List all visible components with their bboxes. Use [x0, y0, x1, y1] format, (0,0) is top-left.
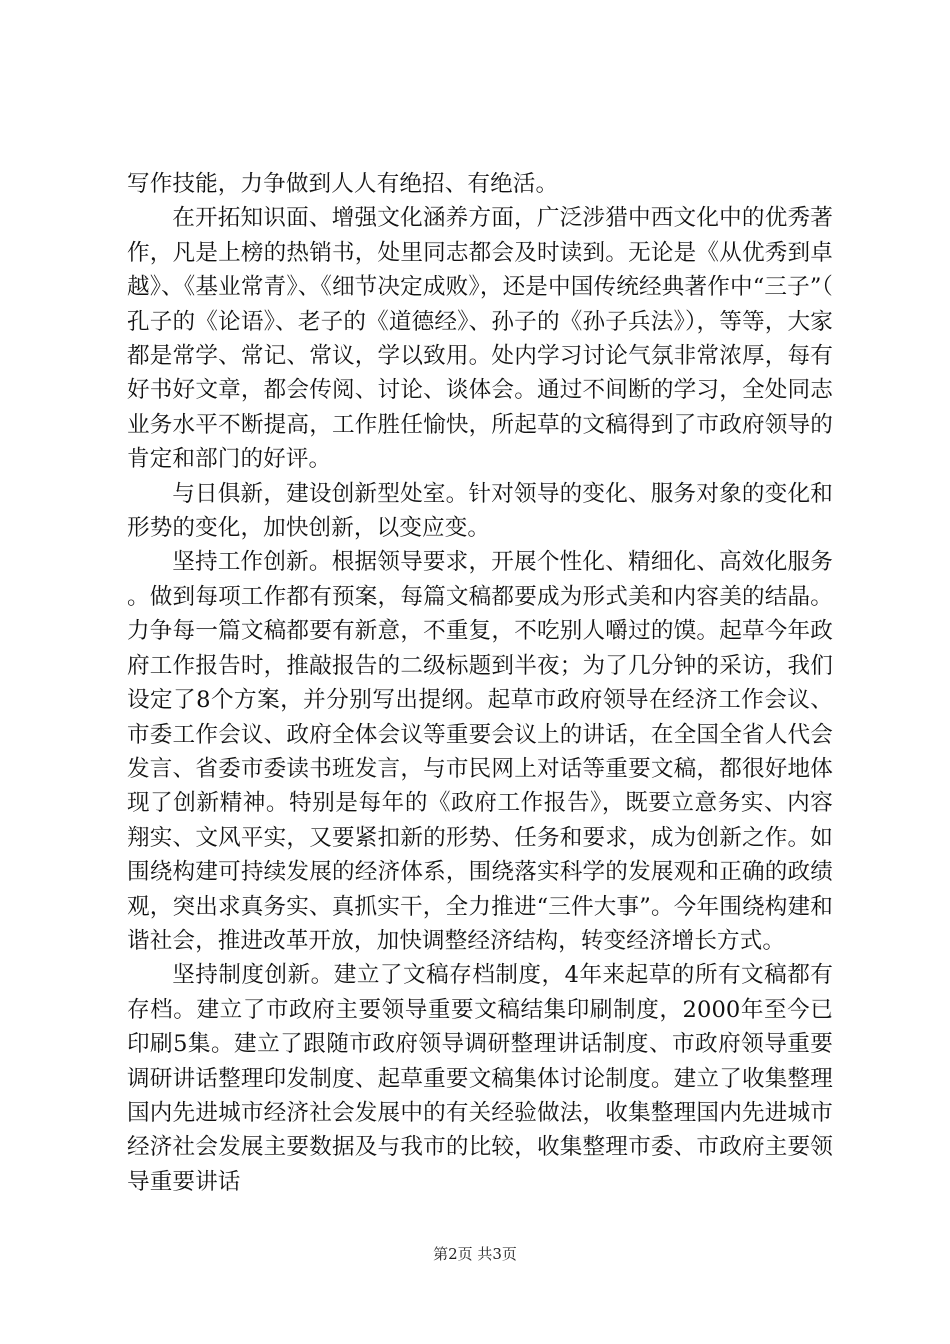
- paragraph-5: 坚持制度创新。建立了文稿存档制度，4年来起草的所有文稿都有存档。建立了市政府主要领导重要文稿结集印刷制度，2000年至今已印刷5集。建立了跟随市政府领导调研整理讲话制度、市政府领导重要调研讲话整理印发制度、起草重要文稿集体讨论制度。建立了收集整理国内先进城市经济社会发展中的有关经验做法，收集整理国内先进城市经济社会发展主要数据及与我市的比较，收集整理市委、市政府主要领导重要讲话: [127, 962, 833, 1195]
- paragraph-1: 写作技能，力争做到人人有绝招、有绝活。: [127, 171, 559, 197]
- paragraph-4: 坚持工作创新。根据领导要求，开展个性化、精细化、高效化服务。做到每项工作都有预案，每篇文稿都要成为形式美和内容美的结晶。力争每一篇文稿都要有新意，不重复，不吃别人嚼过的馍。起草今年政府工作报告时，推敲报告的二级标题到半夜；为了几分钟的采访，我们设定了8个方案，并分别写出提纲。起草市政府领导在经济工作会议、市委工作会议、政府全体会议等重要会议上的讲话，在全国全省人代会发言、省委市委读书班发言，与市民网上对话等重要文稿，都很好地体现了创新精神。特别是每年的《政府工作报告》，既要立意务实、内容翔实、文风平实，又要紧扣新的形势、任务和要求，成为创新之作。如围绕构建可持续发展的经济体系，围绕落实科学的发展观和正确的政绩观，突出求真务实、真抓实干，全力推进“三件大事”。今年围绕构建和谐社会，推进改革开放，加快调整经济结构，转变经济增长方式。: [127, 549, 833, 954]
- document-text-block: [127, 167, 833, 1199]
- paragraph-2: 在开拓知识面、增强文化涵养方面，广泛涉猎中西文化中的优秀著作，凡是上榜的热销书，处里同志都会及时读到。无论是《从优秀到卓越》、《基业常青》、《细节决定成败》，还是中国传统经典著作中“三子”（孔子的《论语》、老子的《道德经》、孙子的《孙子兵法》），等等，大家都是常学、常记、常议，学以致用。处内学习讨论气氛非常浓厚，每有好书好文章，都会传阅、讨论、谈体会。通过不间断的学习，全处同志业务水平不断提高，工作胜任愉快，所起草的文稿得到了市政府领导的肯定和部门的好评。: [127, 205, 833, 473]
- page-number-footer: 第2页 共3页: [433, 1245, 517, 1263]
- paragraph-3: 与日俱新，建设创新型处室。针对领导的变化、服务对象的变化和形势的变化，加快创新，以变应变。: [127, 480, 833, 542]
